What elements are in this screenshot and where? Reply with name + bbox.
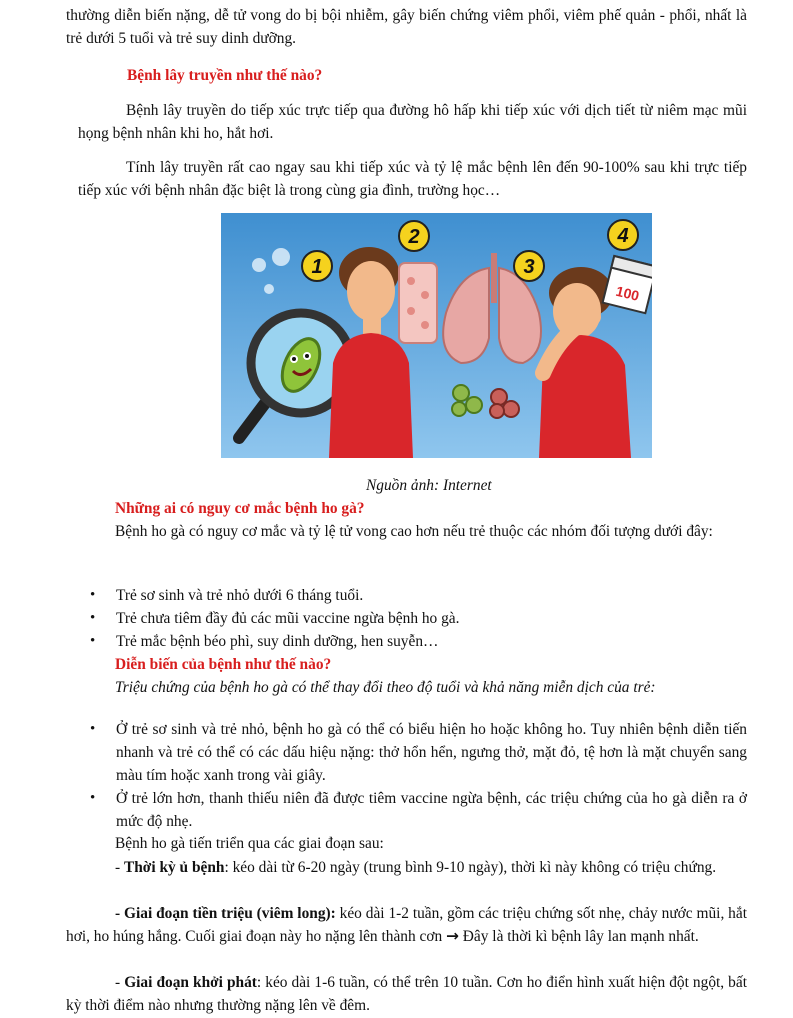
svg-text:1: 1 (311, 256, 323, 278)
heading-transmission: Bệnh lây truyền như thế nào? (127, 67, 323, 84)
list-item: • Ở trẻ lớn hơn, thanh thiếu niên đã được tiêm vaccine ngừa bệnh, các triệu chứng của ho gà diễn ra ở mức độ nhẹ. (90, 787, 747, 833)
list-item: • Ở trẻ sơ sinh và trẻ nhỏ, bệnh ho gà có thể có biểu hiện ho hoặc không ho. Tuy nhiên bệnh diễn tiến nhanh và trẻ có thể có các dấu hiệu nặng: thở hổn hển, ngưng thở, mặt đỏ, tệ hơn là mặt chuyển sang màu tím hoặc xanh trong vài giây. (90, 718, 747, 787)
step-badge-1 (302, 251, 332, 281)
bubble-icon (264, 284, 274, 294)
stage-3-paragraph: - Giai đoạn khởi phát: kéo dài 1-6 tuần, có thể trên 10 tuần. Cơn ho điển hình xuất hiện đột ngột, bất kỳ thời điểm nào nhưng thường nặng lên về đêm. (66, 974, 747, 1014)
list-item: • Trẻ mắc bệnh béo phì, suy dinh dưỡng, hen suyễn… (90, 630, 747, 653)
para-progress-intro: Triệu chứng của bệnh ho gà có thể thay đổi theo độ tuổi và khả năng miễn dịch của trẻ: (115, 679, 656, 696)
bubble-icon (252, 258, 266, 272)
stage-2-text: kéo dài 1-2 tuần, gồm các triệu chứng sốt nhẹ, chảy nước mũi, hắt hơi, ho húng hắng. Cuối giai đoạn này ho nặng lên thành cơn (66, 905, 747, 945)
symptom-list (90, 718, 747, 833)
person-1-shirt (329, 333, 413, 458)
stage-2-label: - Giai đoạn tiền triệu (viêm long): (115, 905, 336, 922)
image-caption: Nguồn ảnh: Internet (366, 477, 492, 494)
para-transmission-2: Tính lây truyền rất cao ngay sau khi tiếp xúc và tỷ lệ mắc bệnh lên đến 90-100% sau khi trực tiếp tiếp xúc với bệnh nhân đặc biệt là trong cùng gia đình, trường học… (78, 159, 747, 199)
svg-text:2: 2 (408, 226, 420, 248)
heading-risk: Những ai có nguy cơ mắc bệnh ho gà? (115, 500, 365, 517)
stage-1-text: : kéo dài từ 6-20 ngày (trung bình 9-10 ngày), thời kì này không có triệu chứng. (224, 859, 717, 876)
bubble-icon (272, 248, 290, 266)
stage-1-label: Thời kỳ ủ bệnh (123, 859, 225, 876)
para-risk: Bệnh ho gà có nguy cơ mắc và tỷ lệ tử vong cao hơn nếu trẻ thuộc các nhóm đối tượng dưới đây: (115, 523, 713, 540)
transmission-illustration (221, 213, 652, 458)
step-badge-4 (608, 220, 638, 250)
heading-progress: Diễn biến của bệnh như thế nào? (115, 656, 332, 673)
stage-2-text-after: Đây là thời kì bệnh lây lan mạnh nhất. (458, 928, 699, 945)
calendar-number: 100 (614, 282, 641, 304)
para-transmission-1: Bệnh lây truyền do tiếp xúc trực tiếp qua đường hô hấp khi tiếp xúc với dịch tiết từ niêm mạc mũi họng bệnh nhân khi ho, hắt hơi. (78, 102, 747, 142)
risk-list (90, 584, 747, 653)
illustration-svg (221, 213, 652, 458)
stages-intro: Bệnh ho gà tiến triển qua các giai đoạn sau: (115, 835, 384, 852)
throat-diagram (399, 263, 437, 343)
arrow-right-icon: → (446, 927, 459, 945)
step-badge-2 (399, 221, 429, 251)
list-item: • Trẻ sơ sinh và trẻ nhỏ dưới 6 tháng tuổi. (90, 584, 747, 607)
stage-3-text: : kéo dài 1-6 tuần, có thể trên 10 tuần. Cơn ho điển hình xuất hiện đột ngột, bất kỳ thời điểm nào nhưng thường nặng lên về đêm. (66, 974, 747, 1014)
stage-1-paragraph: - Thời kỳ ủ bệnh: kéo dài từ 6-20 ngày (trung bình 9-10 ngày), thời kì này không có triệu chứng. (115, 859, 717, 876)
top-paragraph: thường diễn biến nặng, dễ tử vong do bị bội nhiễm, gây biến chứng viêm phổi, viêm phế quản - phổi, nhất là trẻ dưới 5 tuổi và trẻ suy dinh dưỡng. (66, 7, 747, 47)
stage-2-paragraph (66, 902, 747, 948)
step-badge-3 (514, 251, 544, 281)
stage-3-label: Giai đoạn khởi phát (124, 974, 257, 991)
svg-text:3: 3 (523, 256, 535, 278)
svg-text:4: 4 (617, 225, 629, 247)
person-1-head (347, 261, 395, 321)
list-item: • Trẻ chưa tiêm đầy đủ các mũi vaccine ngừa bệnh ho gà. (90, 607, 747, 630)
